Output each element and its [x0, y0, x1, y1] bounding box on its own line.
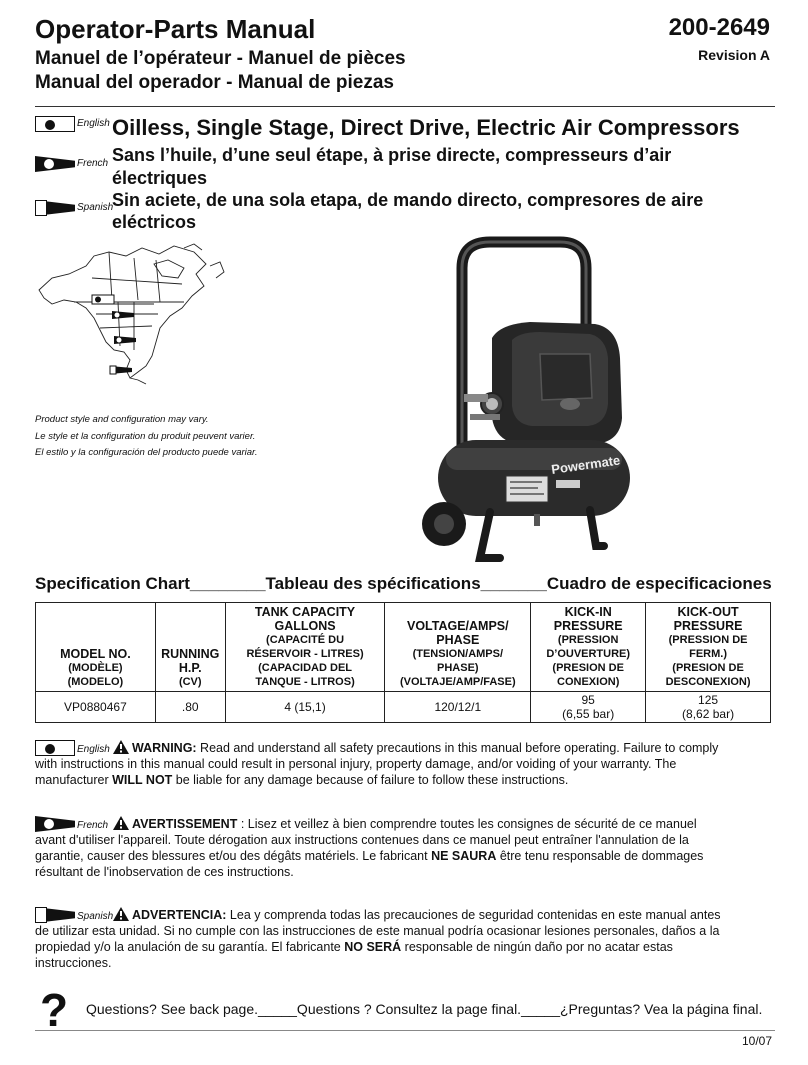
warning-icon — [113, 816, 129, 830]
spec-header-row — [36, 603, 771, 692]
flag-label-spanish: Spanish — [77, 202, 114, 213]
cell-model: VP0880467 — [36, 692, 156, 723]
question-mark-icon: ? — [40, 984, 69, 1036]
warning-text-fr-1: : Lisez et veillez à bien comprendre toutes les consignes de sécurité de ce manuel avant d'utiliser l'appareil. Toute dérogation aux instructions contenues dans ce manuel peut entraîner l'annulation de la garantie, causer des blessures et/ou des dégâts matériels. Le fabricant — [35, 817, 697, 863]
document-number: 200-2649 — [668, 14, 770, 41]
caption-fr: Le style et la configuration du produit peuvent varier. — [35, 431, 256, 442]
warning-text-fr-2: être tenu responsable de dommages résultant de l'inobservation de ces instructions. — [35, 849, 704, 879]
cell-kickin: 95 (6,55 bar) — [531, 692, 646, 723]
warning-text-en-1: Read and understand all safety precautions in this manual before operating. Failure to comply with instructions in this manual could result in personal injury, property damage, and/or voiding of your warranty. The manufacturer — [35, 741, 719, 787]
warning-label-en: WARNING: — [132, 741, 197, 755]
warning-bold-en: WILL NOT — [112, 773, 173, 787]
north-america-map-icon — [34, 238, 234, 388]
header-divider — [35, 106, 775, 107]
header-kickin: KICK-IN PRESSURE (PRESSION D’OUVERTURE) (PRESION DE CONEXION) — [531, 603, 646, 692]
warning-fr-block — [35, 816, 771, 880]
questions-line: Questions? See back page._____Questions ? Consultez la page final._____¿Preguntas? Vea la página final. — [86, 1001, 763, 1017]
warning-icon — [113, 740, 129, 754]
header-hp: RUNNING H.P. (CV) — [155, 603, 225, 692]
warning-bold-fr: NE SAURA — [431, 849, 497, 863]
table-row — [36, 692, 771, 723]
warning-es-block — [35, 907, 771, 971]
manual-title-fr: Manuel de l’opérateur - Manuel de pièces — [35, 48, 406, 69]
warning-label-es: ADVERTENCIA: — [132, 908, 227, 922]
flag-label-english: English — [77, 118, 110, 129]
flag-label-english: English — [77, 744, 110, 755]
warning-text-en-2: be liable for any damage because of failure to follow these instructions. — [172, 773, 569, 787]
cell-voltage: 120/12/1 — [385, 692, 531, 723]
spec-chart-title: Specification Chart________Tableau des spécifications_______Cuadro de especificaciones — [35, 574, 772, 593]
header-kickout: KICK-OUT PRESSURE (PRESSION DE FERM.) (PRESION DE DESCONEXION) — [646, 603, 771, 692]
manual-title-es: Manual del operador - Manual de piezas — [35, 72, 394, 93]
header-tank: TANK CAPACITY GALLONS (CAPACITÉ DU RÉSERVOIR - LITRES) (CAPACIDAD DEL TANQUE - LITROS) — [225, 603, 385, 692]
flag-label-spanish: Spanish — [77, 911, 114, 922]
product-title-fr: Sans l’huile, d’une seul étape, à prise directe, compresseurs d’air électriques — [112, 145, 672, 188]
warning-text-es-1: Lea y comprenda todas las precauciones de seguridad contenidas en este manual antes de utilizar esta unidad. Si no cumple con las instrucciones de este manual podría ocasionar lesiones personales, daños a la propiedad y/o la anulación de su garantía. El fabricante — [35, 908, 721, 954]
product-title-es: Sin aciete, de una sola etapa, de mando directo, compresores de aire eléctricos — [112, 190, 704, 232]
warning-bold-es: NO SERÁ — [344, 940, 402, 954]
caption-en: Product style and configuration may vary. — [35, 414, 209, 425]
air-compressor-image — [420, 228, 660, 568]
header-model: MODEL NO. (MODÈLE) (MODELO) — [36, 603, 156, 692]
warning-en-block — [35, 740, 771, 790]
header-voltage: VOLTAGE/AMPS/ PHASE (TENSION/AMPS/ PHASE) (VOLTAJE/AMP/FASE) — [385, 603, 531, 692]
manual-title-en: Operator-Parts Manual — [35, 14, 316, 44]
flag-label-french: French — [77, 820, 109, 831]
specification-table — [35, 602, 771, 723]
cell-kickout: 125 (8,62 bar) — [646, 692, 771, 723]
cell-tank: 4 (15,1) — [225, 692, 385, 723]
warning-text-es-2: responsable de ningún daño por no acatar estas instrucciones. — [35, 940, 673, 970]
warning-label-fr: AVERTISSEMENT — [132, 817, 238, 831]
warning-icon — [113, 907, 129, 921]
brand-logo: Powermate — [550, 452, 622, 477]
product-title-en: Oilless, Single Stage, Direct Drive, Electric Air Compressors — [112, 115, 740, 140]
caption-es: El estilo y la configuración del producto puede variar. — [35, 447, 258, 458]
revision-label: Revision A — [698, 47, 770, 63]
revision-date: 10/07 — [741, 1034, 772, 1048]
flag-label-french: French — [77, 158, 109, 169]
cell-hp: .80 — [155, 692, 225, 723]
footer-divider — [35, 1030, 775, 1031]
